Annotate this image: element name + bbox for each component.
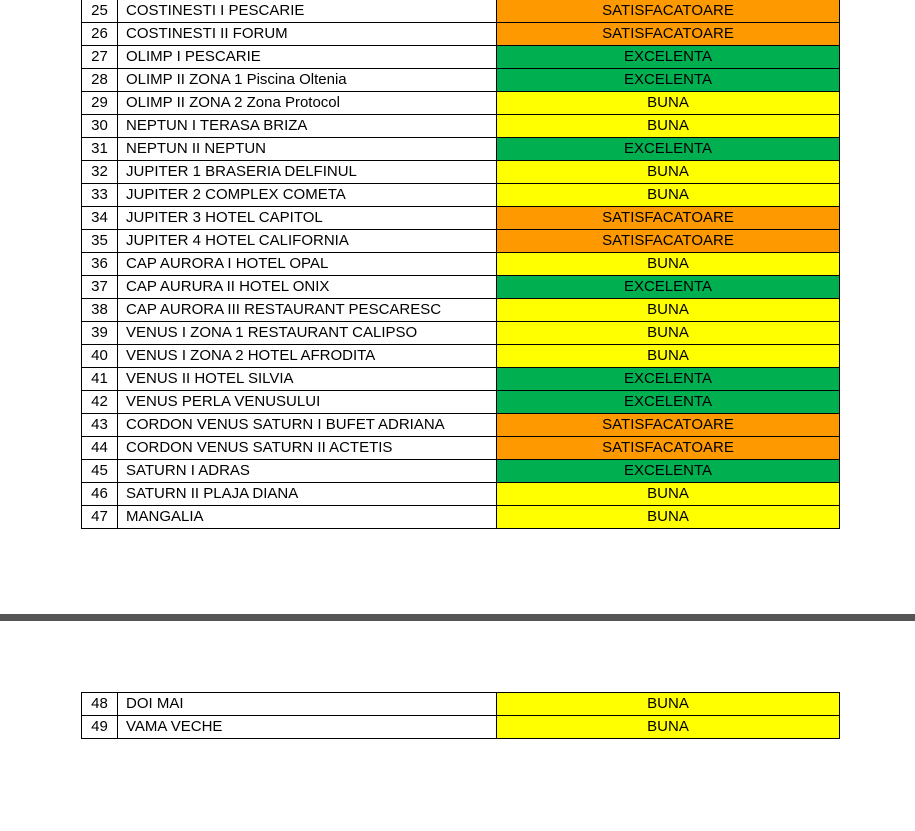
table-row	[82, 161, 840, 184]
quality-rating: BUNA	[497, 161, 840, 184]
table-row	[82, 322, 840, 345]
row-number: 42	[82, 391, 118, 414]
row-number: 44	[82, 437, 118, 460]
table-row	[82, 345, 840, 368]
table-row	[82, 391, 840, 414]
location-name: OLIMP II ZONA 2 Zona Protocol	[118, 92, 497, 115]
quality-rating: EXCELENTA	[497, 391, 840, 414]
row-number: 45	[82, 460, 118, 483]
table-row	[82, 115, 840, 138]
row-number: 25	[82, 0, 118, 23]
row-number: 30	[82, 115, 118, 138]
table-row	[82, 368, 840, 391]
quality-rating: BUNA	[497, 506, 840, 529]
location-name: VENUS I ZONA 2 HOTEL AFRODITA	[118, 345, 497, 368]
location-name: CAP AURORA I HOTEL OPAL	[118, 253, 497, 276]
location-name: SATURN I ADRAS	[118, 460, 497, 483]
location-name: JUPITER 3 HOTEL CAPITOL	[118, 207, 497, 230]
quality-rating: BUNA	[497, 299, 840, 322]
location-name: CAP AURORA III RESTAURANT PESCARESC	[118, 299, 497, 322]
location-name: VENUS II HOTEL SILVIA	[118, 368, 497, 391]
quality-rating: SATISFACATOARE	[497, 0, 840, 23]
table-row	[82, 253, 840, 276]
row-number: 33	[82, 184, 118, 207]
row-number: 47	[82, 506, 118, 529]
location-name: CAP AURURA II HOTEL ONIX	[118, 276, 497, 299]
row-number: 40	[82, 345, 118, 368]
row-number: 49	[82, 716, 118, 739]
quality-rating: EXCELENTA	[497, 368, 840, 391]
quality-rating: BUNA	[497, 716, 840, 739]
table-row	[82, 207, 840, 230]
quality-rating: SATISFACATOARE	[497, 414, 840, 437]
row-number: 48	[82, 693, 118, 716]
location-name: VENUS PERLA VENUSULUI	[118, 391, 497, 414]
location-name: COSTINESTI I PESCARIE	[118, 0, 497, 23]
row-number: 35	[82, 230, 118, 253]
table-row	[82, 276, 840, 299]
table-row	[82, 138, 840, 161]
quality-rating: EXCELENTA	[497, 46, 840, 69]
quality-rating: SATISFACATOARE	[497, 23, 840, 46]
quality-rating: BUNA	[497, 322, 840, 345]
row-number: 36	[82, 253, 118, 276]
quality-rating: BUNA	[497, 483, 840, 506]
row-number: 37	[82, 276, 118, 299]
row-number: 43	[82, 414, 118, 437]
row-number: 26	[82, 23, 118, 46]
table-row	[82, 23, 840, 46]
page-break-divider	[0, 614, 915, 621]
quality-rating: BUNA	[497, 92, 840, 115]
quality-rating: EXCELENTA	[497, 69, 840, 92]
quality-rating: BUNA	[497, 115, 840, 138]
row-number: 31	[82, 138, 118, 161]
results-table-body	[82, 693, 840, 739]
table-row	[82, 46, 840, 69]
table-row	[82, 184, 840, 207]
quality-rating: BUNA	[497, 693, 840, 716]
table-row	[82, 414, 840, 437]
location-name: MANGALIA	[118, 506, 497, 529]
location-name: NEPTUN II NEPTUN	[118, 138, 497, 161]
table-row	[82, 506, 840, 529]
row-number: 27	[82, 46, 118, 69]
row-number: 41	[82, 368, 118, 391]
quality-rating: SATISFACATOARE	[497, 437, 840, 460]
row-number: 46	[82, 483, 118, 506]
quality-rating: SATISFACATOARE	[497, 207, 840, 230]
location-name: COSTINESTI II FORUM	[118, 23, 497, 46]
table-row	[82, 299, 840, 322]
quality-rating: EXCELENTA	[497, 138, 840, 161]
quality-rating: BUNA	[497, 345, 840, 368]
quality-rating: BUNA	[497, 184, 840, 207]
quality-rating: EXCELENTA	[497, 276, 840, 299]
location-name: DOI MAI	[118, 693, 497, 716]
table-row	[82, 460, 840, 483]
location-name: NEPTUN I TERASA BRIZA	[118, 115, 497, 138]
location-name: VENUS I ZONA 1 RESTAURANT CALIPSO	[118, 322, 497, 345]
table-row	[82, 69, 840, 92]
location-name: JUPITER 4 HOTEL CALIFORNIA	[118, 230, 497, 253]
results-table-page-1	[81, 0, 840, 529]
location-name: JUPITER 1 BRASERIA DELFINUL	[118, 161, 497, 184]
results-table-body	[82, 0, 840, 529]
location-name: JUPITER 2 COMPLEX COMETA	[118, 184, 497, 207]
results-table-page-2	[81, 692, 840, 739]
row-number: 28	[82, 69, 118, 92]
table-row	[82, 693, 840, 716]
location-name: OLIMP II ZONA 1 Piscina Oltenia	[118, 69, 497, 92]
row-number: 34	[82, 207, 118, 230]
table-row	[82, 92, 840, 115]
table-row	[82, 0, 840, 23]
table-row	[82, 230, 840, 253]
row-number: 29	[82, 92, 118, 115]
row-number: 38	[82, 299, 118, 322]
table-row	[82, 716, 840, 739]
location-name: OLIMP I PESCARIE	[118, 46, 497, 69]
row-number: 32	[82, 161, 118, 184]
location-name: CORDON VENUS SATURN II ACTETIS	[118, 437, 497, 460]
location-name: CORDON VENUS SATURN I BUFET ADRIANA	[118, 414, 497, 437]
quality-rating: SATISFACATOARE	[497, 230, 840, 253]
table-row	[82, 437, 840, 460]
location-name: SATURN II PLAJA DIANA	[118, 483, 497, 506]
row-number: 39	[82, 322, 118, 345]
table-row	[82, 483, 840, 506]
quality-rating: BUNA	[497, 253, 840, 276]
location-name: VAMA VECHE	[118, 716, 497, 739]
quality-rating: EXCELENTA	[497, 460, 840, 483]
